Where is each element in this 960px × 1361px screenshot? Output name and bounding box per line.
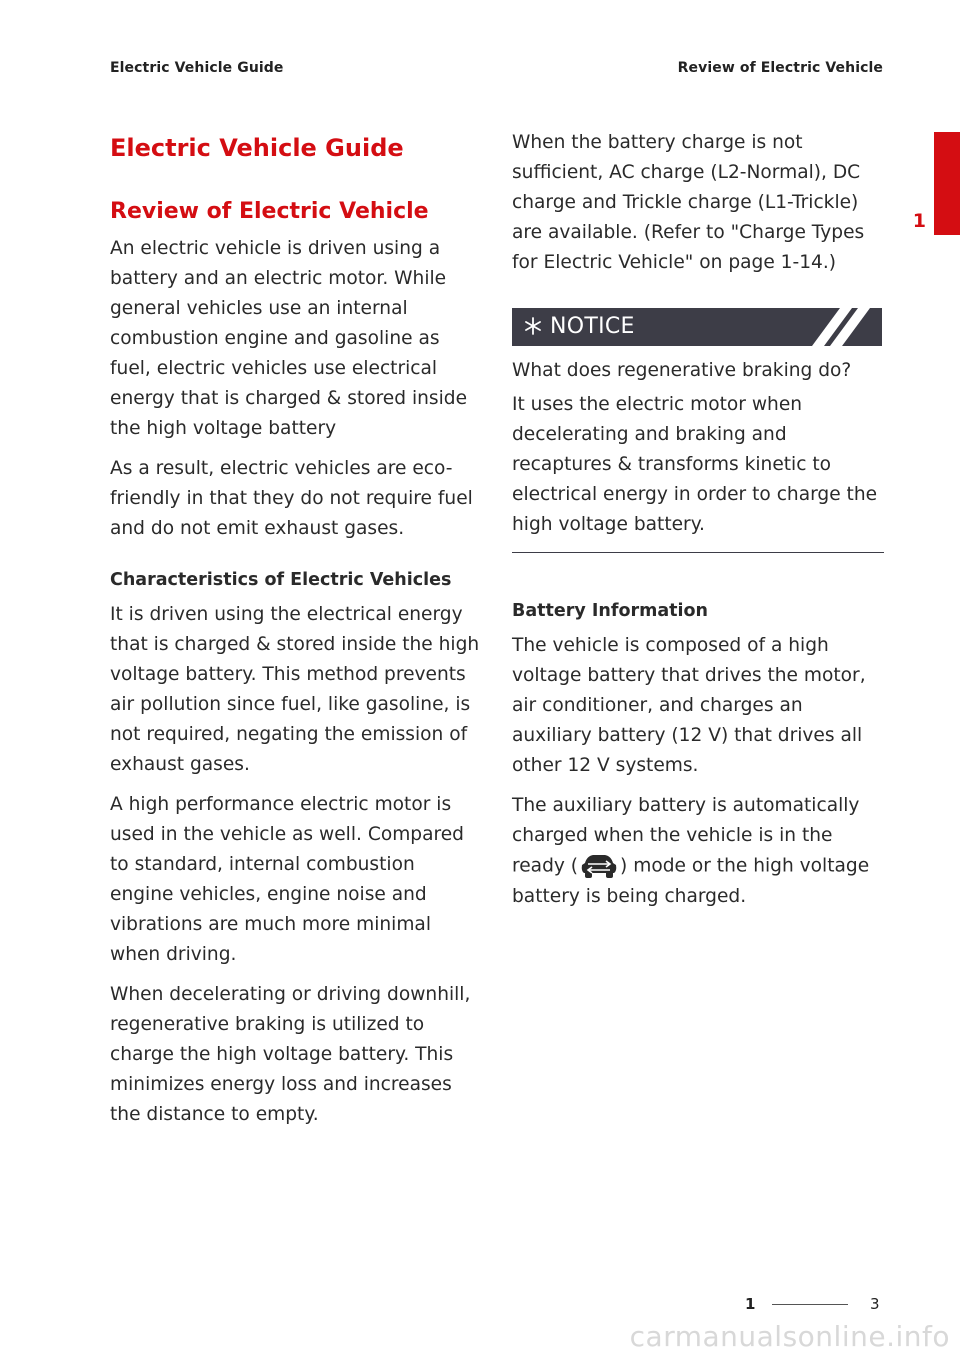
section-title: Review of Electric Vehicle bbox=[110, 199, 429, 224]
notice-stripes-decoration bbox=[812, 308, 882, 346]
battery-paragraph-1: The vehicle is composed of a high voltage battery that drives the motor, air conditioner, and charges an auxiliary battery (12 V) that drives all other 12 V systems. bbox=[512, 635, 866, 776]
notice-body bbox=[512, 356, 884, 553]
footer-chapter-number: 1 bbox=[745, 1295, 756, 1313]
characteristics-heading: Characteristics of Electric Vehicles bbox=[110, 570, 452, 590]
notice-answer: It uses the electric motor when decelerating and braking and recaptures & transforms kinetic to electrical energy in order to charge the high voltage battery. bbox=[512, 394, 878, 535]
watermark: carmanualsonline.info bbox=[629, 1320, 950, 1353]
battery-information-heading: Battery Information bbox=[512, 601, 709, 621]
battery-paragraph-2-start: The auxiliary battery is automatically charged when the vehicle is in the ready ( bbox=[512, 795, 860, 877]
running-header-right: Review of Electric Vehicle bbox=[677, 60, 883, 76]
intro-paragraph-1: An electric vehicle is driven using a battery and an electric motor. While general vehicles use an internal combustion engine and gasoline as fuel, electric vehicles use electrical energy that is charged & stored inside the high voltage battery bbox=[110, 238, 468, 439]
intro-paragraph-2: As a result, electric vehicles are eco-friendly in that they do not require fuel and do not emit exhaust gases. bbox=[110, 458, 473, 539]
footer-page-number: 3 bbox=[870, 1295, 880, 1313]
page-title: Electric Vehicle Guide bbox=[110, 134, 404, 162]
ready-car-icon bbox=[579, 851, 619, 881]
notice-label: NOTICE bbox=[550, 314, 635, 339]
charge-types-paragraph: When the battery charge is not sufficient, AC charge (L2-Normal), DC charge and Trickle charge (L1-Trickle) are available. (Refer to "Charge Types for Electric Vehicle" on page 1-14.) bbox=[512, 132, 865, 273]
characteristics-paragraph-1: It is driven using the electrical energy that is charged & stored inside the high voltage battery. This method prevents air pollution since fuel, like gasoline, is not required, negating the emission of exhaust gases. bbox=[110, 604, 480, 775]
battery-paragraph-2 bbox=[512, 791, 884, 912]
characteristics-paragraph-2: A high performance electric motor is used in the vehicle as well. Compared to standard, internal combustion engine vehicles, engine noise and vibrations are much more minimal when driving. bbox=[110, 794, 464, 965]
battery-paragraph-2-end: ) mode or the high voltage battery is being charged. bbox=[512, 855, 870, 907]
asterisk-icon bbox=[522, 315, 544, 337]
notice-bar bbox=[512, 308, 882, 346]
footer-divider bbox=[772, 1304, 848, 1305]
running-header-left: Electric Vehicle Guide bbox=[110, 60, 284, 76]
left-column bbox=[110, 128, 482, 1140]
chapter-tab-number: 1 bbox=[912, 210, 926, 232]
right-column bbox=[512, 128, 884, 922]
chapter-tab bbox=[934, 132, 960, 235]
characteristics-paragraph-3: When decelerating or driving downhill, regenerative braking is utilized to charge the high voltage battery. This minimizes energy loss and increases the distance to empty. bbox=[110, 984, 471, 1125]
notice-question: What does regenerative braking do? bbox=[512, 360, 852, 381]
